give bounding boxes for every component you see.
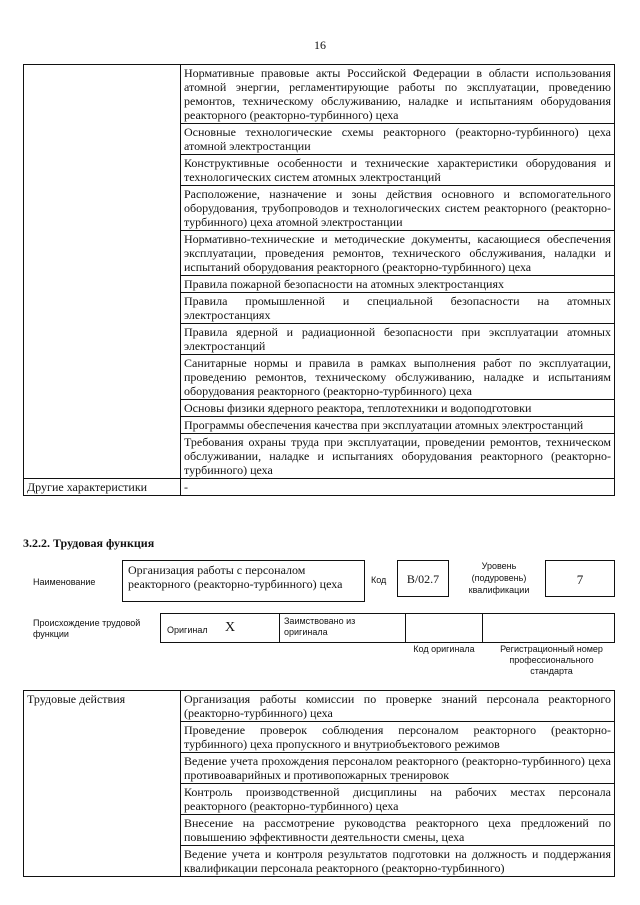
knowledge-item: Нормативно-технические и методические документы, касающиеся обеспечения эксплуатации, проведения ремонтов, технического обслуживания, наладки и испытаний оборудования реакторного (реакторно-турбинного) цеха (181, 231, 615, 276)
knowledge-item: Расположение, назначение и зоны действия основного и вспомогательного оборудования, трубопроводов и технологических систем реакторного (реакторно-турбинного) цеха атомной электростанции (181, 186, 615, 231)
reg-number-label: Регистрационный номер профессионального стандарта (500, 644, 603, 676)
origin-label: Происхождение трудовой функции (33, 618, 141, 639)
other-characteristics-label: Другие характеристики (24, 479, 181, 496)
knowledge-item: Программы обеспечения качества при эксплуатации атомных электростанций (181, 417, 615, 434)
labor-actions-table (23, 690, 615, 877)
knowledge-item: Конструктивные особенности и технические характеристики оборудования и технологических систем атомных электростанций (181, 155, 615, 186)
level-label: Уровень (подуровень) квалификации (468, 561, 530, 595)
labor-actions-label: Трудовые действия (24, 691, 181, 877)
name-label: Наименование (33, 577, 96, 587)
labor-action-item: Ведение учета прохождения персоналом реакторного (реакторно-турбинного) цеха противоаварийных и противопожарных тренировок (181, 753, 615, 784)
code-label: Код (371, 575, 387, 585)
knowledge-item: Основы физики ядерного реактора, теплотехники и водоподготовки (181, 400, 615, 417)
page-number: 16 (314, 38, 326, 52)
knowledge-item: Правила ядерной и радиационной безопасности при эксплуатации атомных электростанций (181, 324, 615, 355)
knowledge-label-cell (24, 65, 181, 479)
original-cell (160, 613, 280, 643)
labor-action-item: Проведение проверок соблюдения персоналом реакторного (реакторно-турбинного) цеха пропускного и внутриобъектового режимов (181, 722, 615, 753)
code-original-label: Код оригинала (413, 644, 475, 654)
knowledge-table (23, 64, 615, 496)
section-title: 3.2.2. Трудовая функция (23, 536, 155, 550)
knowledge-item: Правила пожарной безопасности на атомных электростанциях (181, 276, 615, 293)
other-characteristics-value: - (181, 479, 615, 496)
borrowed-cell: Заимствовано из оригинала (279, 613, 406, 643)
function-code-value: B/02.7 (397, 560, 449, 597)
labor-action-item: Организация работы комиссии по проверке знаний персонала реакторного (реакторно-турбинного) цеха (181, 691, 615, 722)
knowledge-item: Правила промышленной и специальной безопасности на атомных электростанциях (181, 293, 615, 324)
function-name-value: Организация работы с персоналом реакторного (реакторно-турбинного) цеха (122, 560, 365, 602)
labor-action-item: Внесение на рассмотрение руководства реакторного цеха предложений по повышению эффективности деятельности смены, цеха (181, 815, 615, 846)
knowledge-item: Нормативные правовые акты Российской Федерации в области использования атомной энергии, регламентирующие работы по эксплуатации, проведению ремонтов, техническому обслуживанию, наладке и испытаниям оборудования реакторного (реакторно-турбинного) цеха (181, 65, 615, 124)
knowledge-item: Требования охраны труда при эксплуатации, проведении ремонтов, техническом обслуживании, наладке и испытаниях оборудования реакторного (реакторно-турбинного) цеха (181, 434, 615, 479)
code-original-cell (405, 613, 483, 643)
knowledge-item: Основные технологические схемы реакторного (реакторно-турбинного) цеха атомной электростанции (181, 124, 615, 155)
knowledge-item: Санитарные нормы и правила в рамках выполнения работ по эксплуатации, проведению ремонтов, техническому обслуживанию, наладке и испытаниям оборудования реакторного (реакторно-турбинного) цеха (181, 355, 615, 400)
reg-number-cell (482, 613, 615, 643)
labor-action-item: Контроль производственной дисциплины на рабочих местах персонала реакторного (реакторно-турбинного) цеха (181, 784, 615, 815)
labor-action-item: Ведение учета и контроля результатов подготовки на должность и поддержания квалификации персонала реакторного (реакторно-турбинного) (181, 846, 615, 877)
level-value: 7 (545, 560, 615, 597)
original-mark: X (225, 620, 236, 635)
original-label: Оригинал (167, 625, 208, 635)
